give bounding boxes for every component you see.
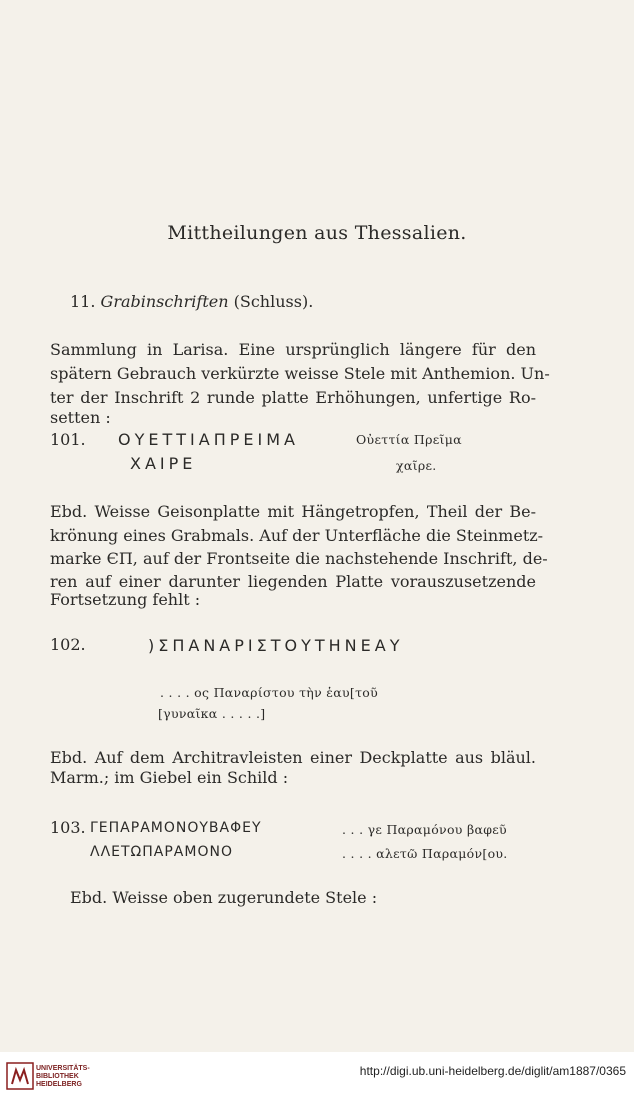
inscription-102-line: )ΣΠΑΝΑΡΙΣΤΟΥΤΗΝΕΑΥ: [148, 636, 404, 655]
library-logo-icon: [6, 1062, 34, 1090]
para2-line1: Ebd. Weisse Geisonplatte mit Hängetropfen, Theil der Be-: [50, 502, 536, 521]
para1-line4: setten :: [50, 408, 111, 427]
footer-bar: [0, 1052, 634, 1100]
inscription-102-number: 102.: [50, 635, 86, 654]
para2-line4: ren auf einer darunter liegenden Platte vorauszusetzende: [50, 572, 536, 591]
transcription-102-line2: [γυναῖκα . . . . .]: [158, 706, 266, 721]
inscription-103-line1: ΓΕΠΑΡΑΜΟΝΟΥΒΑΦΕΥ: [90, 820, 262, 836]
para2-line2: krönung eines Grabmals. Auf der Unterfläche die Steinmetz-: [50, 526, 544, 545]
transcription-103-line1: . . . γε Παραμόνου βαφεῦ: [342, 822, 507, 837]
inscription-103-line2: ΛΛΕΤΩΠΑΡΑΜΟΝΟ: [90, 844, 233, 860]
section-heading: 11. Grabinschriften (Schluss).: [70, 292, 314, 311]
source-url-link[interactable]: http://digi.ub.uni-heidelberg.de/diglit/am1887/0365: [359, 1064, 626, 1078]
para1-line1: Sammlung in Larisa. Eine ursprünglich längere für den: [50, 340, 536, 359]
inscription-101-line2: ΧΑΙΡΕ: [130, 454, 197, 473]
library-name: UNIVERSITÄTS- BIBLIOTHEK HEIDELBERG: [36, 1065, 90, 1088]
transcription-102-line1: . . . . ος Παναρίστου τὴν ἑαυ[τοῦ: [160, 685, 379, 700]
para3-line2: Marm.; im Giebel ein Schild :: [50, 768, 289, 787]
para1-line3: ter der Inschrift 2 runde platte Erhöhungen, unfertige Ro-: [50, 388, 536, 407]
para2-line5: Fortsetzung fehlt :: [50, 590, 201, 609]
transcription-103-line2: . . . . αλετῶ Παραμόν[ου.: [342, 846, 508, 861]
para3-line1: Ebd. Auf dem Architravleisten einer Deckplatte aus bläul.: [50, 748, 536, 767]
para2-line3: marke ЄΠ, auf der Frontseite die nachstehende Inschrift, de-: [50, 549, 548, 568]
page-title: Mittheilungen aus Thessalien.: [167, 222, 467, 244]
para1-line2: spätern Gebrauch verkürzte weisse Stele mit Anthemion. Un-: [50, 364, 550, 383]
para4: Ebd. Weisse oben zugerundete Stele :: [70, 888, 378, 907]
transcription-101-line2: χαῖρε.: [396, 458, 437, 473]
inscription-101-number: 101.: [50, 430, 86, 449]
transcription-101-line1: Οὐεττία Πρεῖμα: [356, 432, 462, 447]
inscription-103-number: 103.: [50, 818, 86, 837]
inscription-101-line1: ΟΥΕΤΤΙΑΠΡΕΙΜΑ: [118, 430, 299, 449]
